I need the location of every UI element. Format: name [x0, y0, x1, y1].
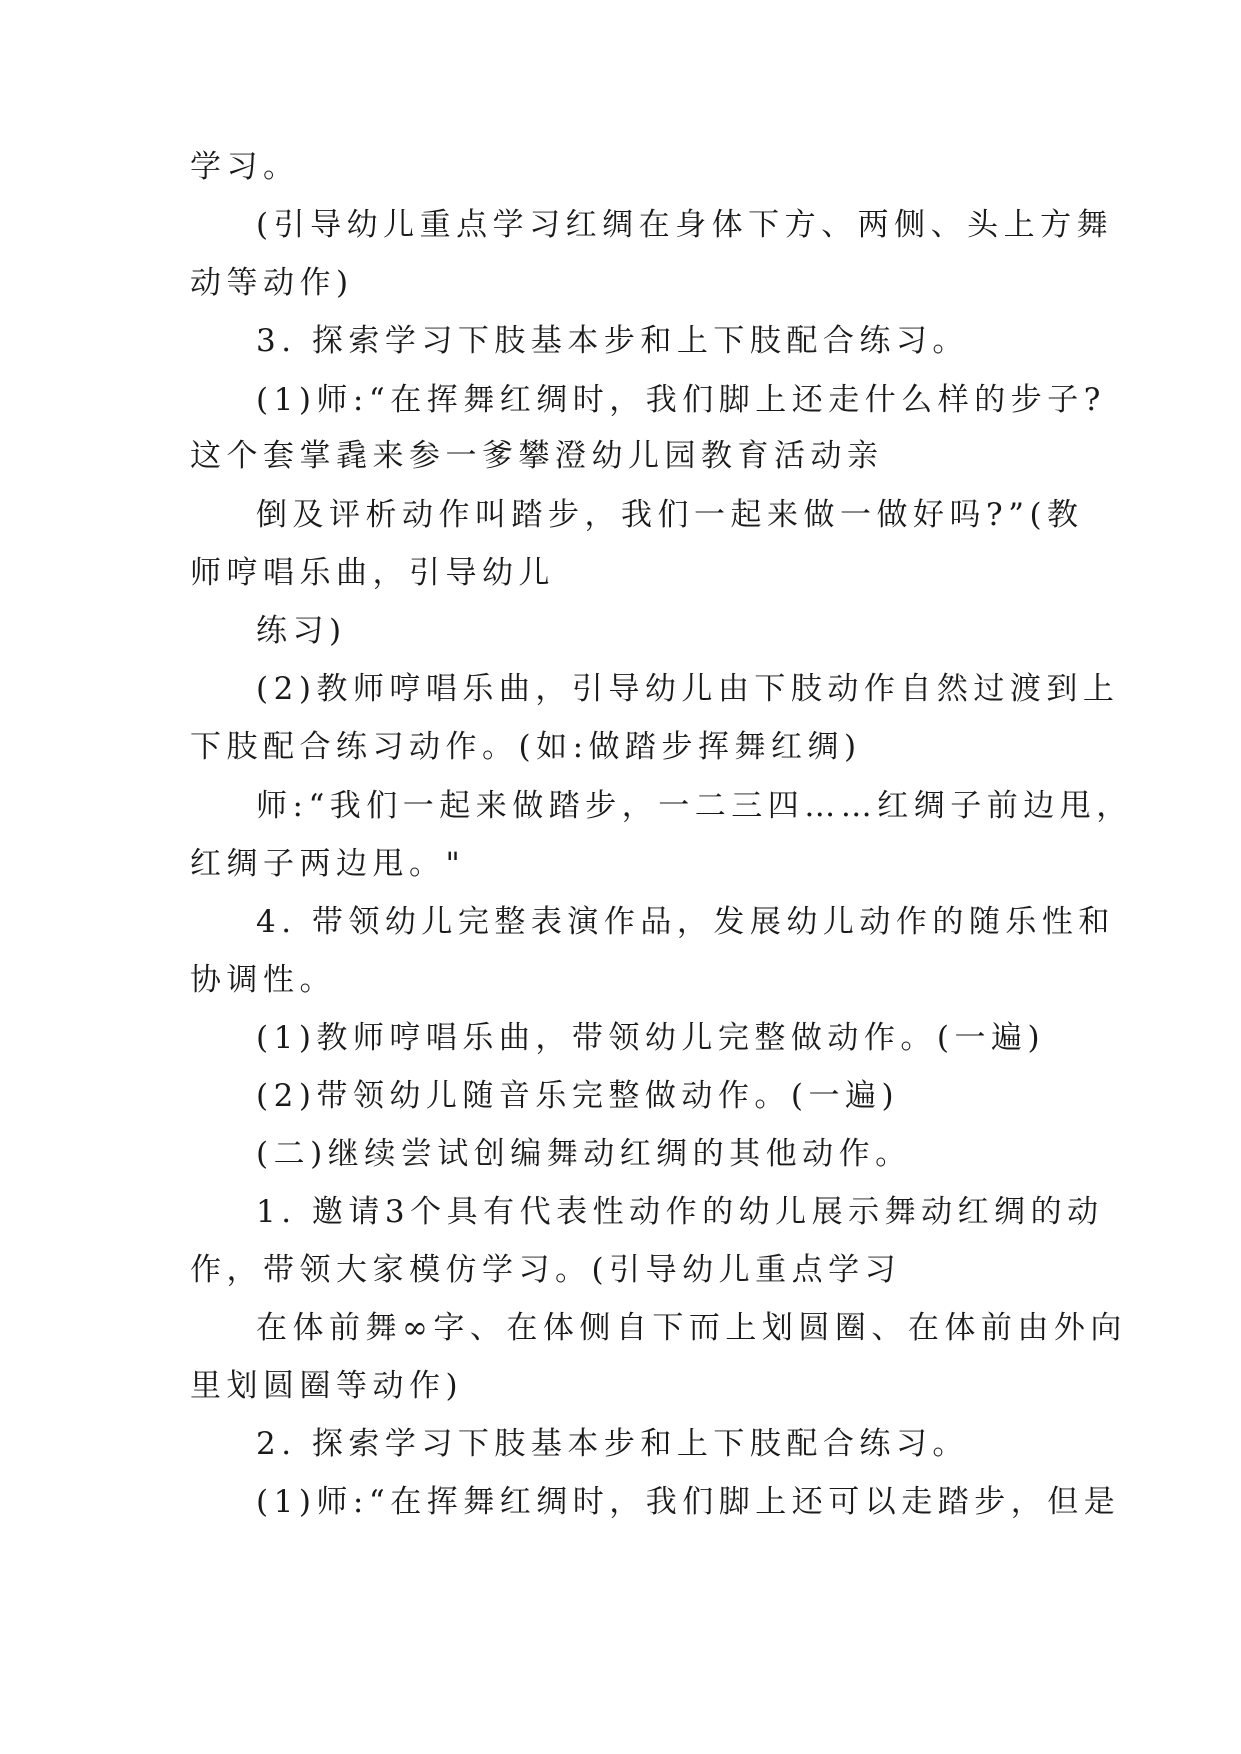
text-line-14: 4. 带领幼儿完整表演作品，发展幼儿动作的随乐性和 — [256, 904, 1115, 940]
text-line-8: 师哼唱乐曲，引导幼儿 — [190, 555, 555, 591]
text-line-10: (2)教师哼唱乐曲，引导幼儿由下肢动作自然过渡到上 — [256, 671, 1120, 707]
text-line-11: 下肢配合练习动作。(如:做踏步挥舞红绸) — [190, 729, 862, 765]
text-line-18: (二)继续尝试创编舞动红绸的其他动作。 — [256, 1136, 912, 1172]
text-line-21: 在体前舞∞字、在体侧自下而上划圆圈、在体前由外向 — [256, 1310, 1127, 1346]
text-line-24: (1)师:“在挥舞红绸时，我们脚上还可以走踏步，但是 — [256, 1484, 1121, 1520]
text-line-16: (1)教师哼唱乐曲，带领幼儿完整做动作。(一遍) — [256, 1020, 1046, 1056]
text-line-6: 这个套掌毳来参一爹攀澄幼儿园教育活动亲 — [190, 438, 884, 474]
text-line-23: 2. 探索学习下肢基本步和上下肢配合练习。 — [256, 1426, 969, 1462]
text-line-4: 3. 探索学习下肢基本步和上下肢配合练习。 — [256, 323, 969, 359]
text-line-2: (引导幼儿重点学习红绸在身体下方、两侧、头上方舞 — [256, 207, 1114, 243]
text-line-15: 协调性。 — [190, 962, 336, 998]
text-line-9: 练习) — [256, 613, 347, 649]
text-line-3: 动等动作) — [190, 265, 354, 301]
text-line-12: 师:“我们一起来做踏步，一二三四……红绸子前边甩， — [256, 788, 1133, 824]
text-line-7: 倒及评析动作叫踏步，我们一起来做一做好吗?”(教 — [256, 497, 1084, 533]
text-line-1: 学习。 — [190, 149, 300, 185]
text-line-20: 作，带领大家模仿学习。(引导幼儿重点学习 — [190, 1252, 902, 1288]
text-line-17: (2)带领幼儿随音乐完整做动作。(一遍) — [256, 1078, 900, 1114]
text-line-5: (1)师:“在挥舞红绸时，我们脚上还走什么样的步子? — [256, 382, 1106, 418]
text-line-22: 里划圆圈等动作) — [190, 1368, 464, 1404]
text-line-19: 1. 邀请3个具有代表性动作的幼儿展示舞动红绸的动 — [256, 1194, 1104, 1230]
text-line-13: 红绸子两边甩。" — [190, 846, 466, 882]
